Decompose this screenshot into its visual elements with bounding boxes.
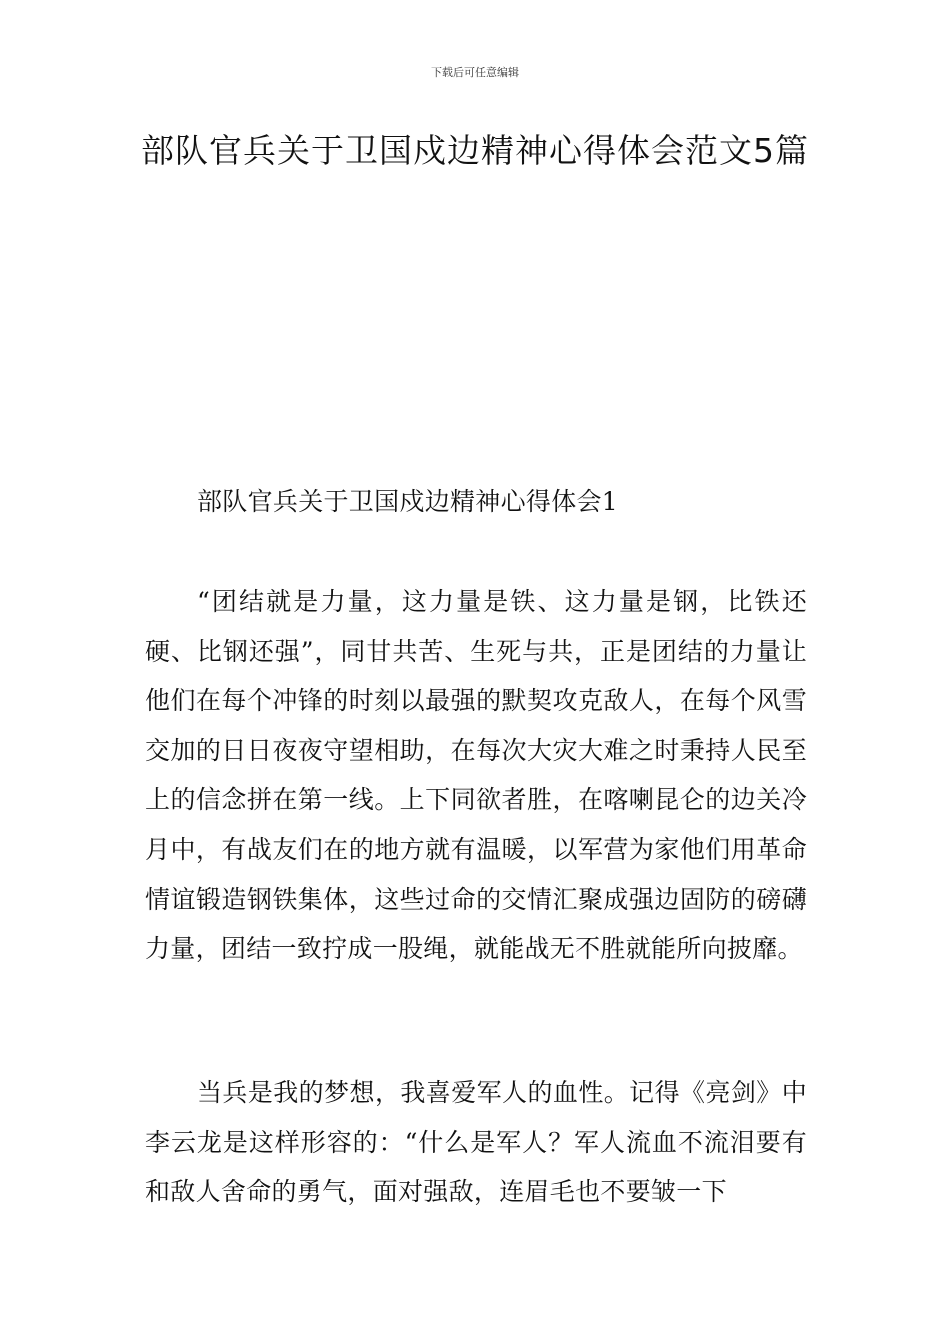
section-heading: 部队官兵关于卫国戍边精神心得体会1 — [197, 487, 619, 516]
paragraph-1: “团结就是力量，这力量是铁、这力量是钢，比铁还硬、比钢还强”，同甘共苦、生死与共，正是团结的力量让他们在每个冲锋的时刻以最强的默契攻克敌人，在每个风雪交加的日日夜夜守望相助，在每次大灾大难之时秉持人民至上的信念拼在第一线。上下同欲者胜，在喀喇昆仑的边关冷月中，有战友们在的地方就有温暖，以军营为家他们用革命情谊锻造钢铁集体，这些过命的交情汇聚成强边固防的磅礴力量，团结一致拧成一股绳，就能战无不胜就能所向披靡。 — [145, 587, 807, 964]
document-title: 部队官兵关于卫国戍边精神心得体会范文5篇 — [141, 131, 809, 170]
header-note: 下载后可任意编辑 — [431, 66, 519, 79]
paragraph-2: 当兵是我的梦想，我喜爱军人的血性。记得《亮剑》中李云龙是这样形容的：“什么是军人？军人流血不流泪要有和敌人舍命的勇气，面对强敌，连眉毛也不要皱一下 — [145, 1078, 807, 1207]
